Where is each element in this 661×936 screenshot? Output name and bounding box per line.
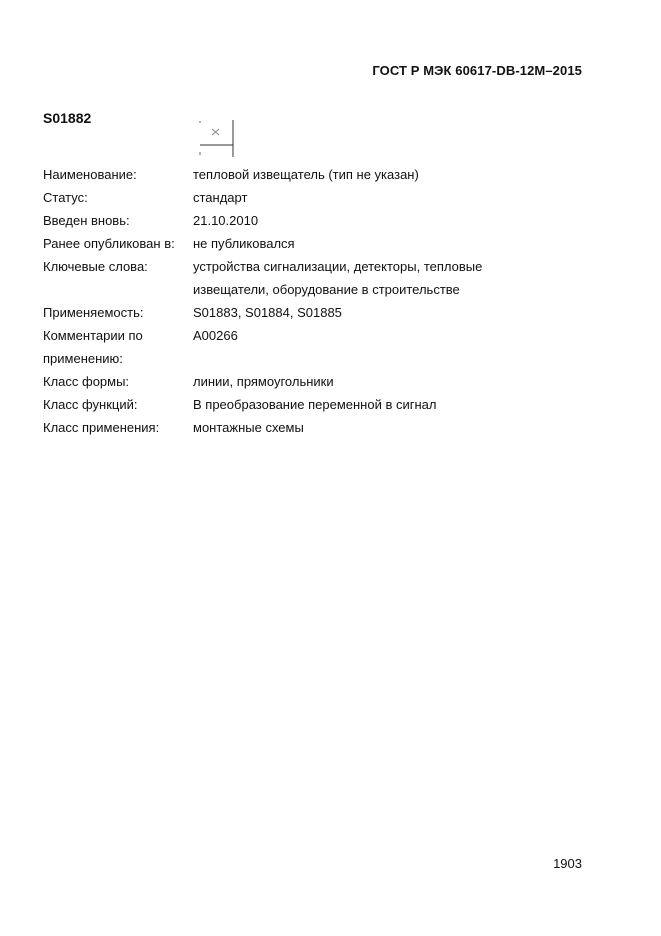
property-value: стандарт <box>193 190 248 205</box>
property-label: Ключевые слова: <box>43 259 148 274</box>
property-row-application-class <box>43 416 563 439</box>
property-table <box>43 163 563 439</box>
property-row-function-class <box>43 393 563 416</box>
property-value: монтажные схемы <box>193 420 304 435</box>
property-label: Применяемость: <box>43 305 144 320</box>
property-row-previously-published <box>43 232 563 255</box>
property-value: 21.10.2010 <box>193 213 259 228</box>
property-value: A00266 <box>193 328 238 343</box>
property-row-status <box>43 186 563 209</box>
standard-header: ГОСТ Р МЭК 60617-DB-12M–2015 <box>372 63 582 78</box>
property-label: Комментарии по применению: <box>43 328 143 366</box>
property-value: не публиковался <box>193 236 295 251</box>
property-row-applicability <box>43 301 563 324</box>
property-row-keywords <box>43 255 563 301</box>
property-label: Класс применения: <box>43 420 160 435</box>
property-label: Ранее опубликован в: <box>43 236 175 251</box>
page-number: 1903 <box>553 856 582 871</box>
property-value: устройства сигнализации, детекторы, тепловые извещатели, оборудование в строительстве <box>193 259 483 297</box>
property-row-introduced <box>43 209 563 232</box>
property-label: Класс формы: <box>43 374 130 389</box>
property-value: S01883, S01884, S01885 <box>193 305 342 320</box>
heat-detector-symbol-icon <box>197 118 237 158</box>
property-label: Класс функций: <box>43 397 138 412</box>
property-label: Статус: <box>43 190 88 205</box>
property-value: тепловой извещатель (тип не указан) <box>193 167 419 182</box>
property-value: линии, прямоугольники <box>193 374 334 389</box>
property-row-shape-class <box>43 370 563 393</box>
property-label: Введен вновь: <box>43 213 130 228</box>
symbol-id: S01882 <box>43 110 92 126</box>
property-row-application-notes <box>43 324 563 370</box>
property-value: В преобразование переменной в сигнал <box>193 397 437 412</box>
property-label: Наименование: <box>43 167 137 182</box>
property-row-name <box>43 163 563 186</box>
